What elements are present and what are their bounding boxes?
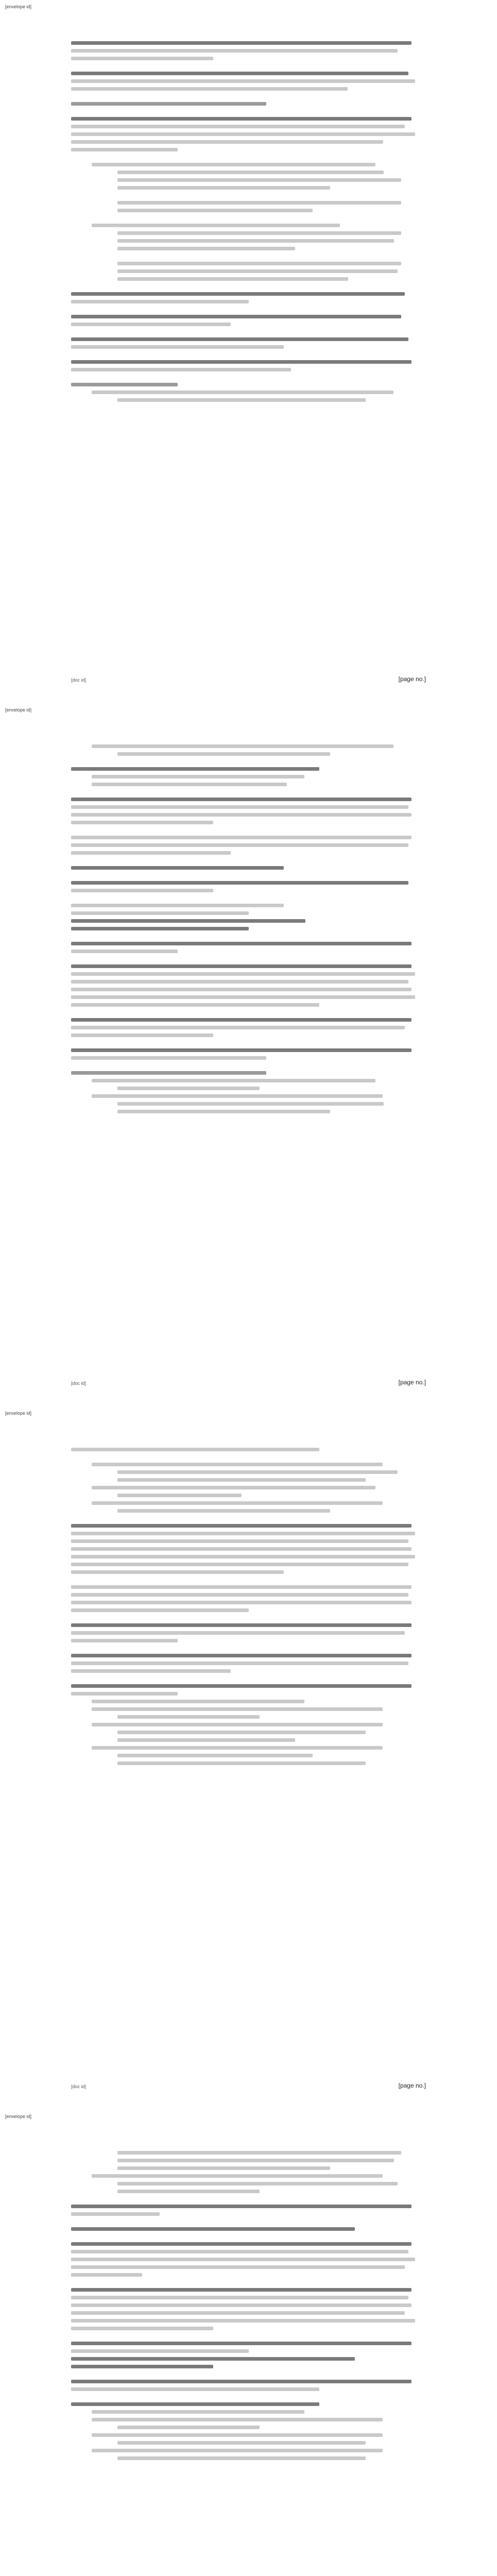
text-line-placeholder xyxy=(71,2349,249,2353)
text-line-placeholder xyxy=(117,247,295,250)
text-line-placeholder xyxy=(71,767,319,771)
paragraph-gap xyxy=(71,1647,426,1654)
text-line-placeholder xyxy=(71,1563,408,1566)
paragraph-gap xyxy=(71,1517,426,1524)
text-line-placeholder xyxy=(71,2311,405,2315)
paragraph-gap xyxy=(71,216,426,224)
text-line-placeholder xyxy=(117,1110,330,1113)
text-line-placeholder xyxy=(71,300,249,303)
document-id: [doc id] xyxy=(71,677,87,683)
paragraph-gap xyxy=(71,2372,426,2380)
text-line-placeholder xyxy=(71,1601,412,1604)
paragraph-gap xyxy=(71,2235,426,2242)
envelope-id: [envelope id] xyxy=(5,707,32,713)
paragraph-gap xyxy=(71,1455,426,1463)
text-line-placeholder xyxy=(92,1700,304,1703)
text-line-placeholder xyxy=(71,41,412,45)
text-line-placeholder xyxy=(71,1692,178,1696)
text-line-placeholder xyxy=(117,2190,260,2193)
envelope-id: [envelope id] xyxy=(5,1411,32,1416)
text-line-placeholder xyxy=(71,988,412,991)
text-line-placeholder xyxy=(117,186,330,190)
text-line-placeholder xyxy=(71,805,408,809)
text-line-placeholder xyxy=(71,995,415,999)
text-line-placeholder xyxy=(71,72,408,75)
text-line-placeholder xyxy=(71,2327,213,2330)
text-line-placeholder xyxy=(71,1555,415,1558)
text-line-placeholder xyxy=(71,1071,266,1075)
text-line-placeholder xyxy=(92,391,393,394)
text-line-placeholder xyxy=(71,2212,160,2216)
text-line-placeholder xyxy=(117,239,394,243)
text-line-placeholder xyxy=(71,1547,412,1551)
text-line-placeholder xyxy=(71,1539,408,1543)
text-line-placeholder xyxy=(71,148,178,151)
text-line-placeholder xyxy=(117,1087,260,1090)
text-line-placeholder xyxy=(71,881,408,885)
paragraph-gap xyxy=(71,156,426,163)
text-line-placeholder xyxy=(71,1048,412,1052)
text-line-placeholder xyxy=(117,1738,295,1742)
text-line-placeholder xyxy=(71,49,398,53)
text-line-placeholder xyxy=(117,1715,260,1719)
text-line-placeholder xyxy=(71,140,383,144)
text-line-placeholder xyxy=(71,2365,213,2368)
text-line-placeholder xyxy=(71,2288,412,2292)
text-line-placeholder xyxy=(117,1470,398,1474)
text-line-placeholder xyxy=(117,1761,366,1765)
text-line-placeholder xyxy=(117,1509,330,1513)
paragraph-gap xyxy=(71,760,426,767)
text-line-placeholder xyxy=(71,117,412,121)
text-line-placeholder xyxy=(71,360,412,364)
text-line-placeholder xyxy=(71,1631,405,1635)
text-line-placeholder xyxy=(117,1102,384,1106)
text-line-placeholder xyxy=(71,79,415,83)
paragraph-gap xyxy=(71,1677,426,1684)
paragraph-gap xyxy=(71,376,426,383)
text-line-placeholder xyxy=(71,889,213,892)
text-line-placeholder xyxy=(92,1707,383,1711)
text-line-placeholder xyxy=(71,57,213,60)
text-line-placeholder xyxy=(71,337,408,341)
text-line-placeholder xyxy=(71,1570,284,1574)
paragraph-gap xyxy=(71,828,426,836)
text-line-placeholder xyxy=(92,2433,383,2437)
text-line-placeholder xyxy=(117,2182,398,2185)
text-line-placeholder xyxy=(92,1463,383,1466)
text-line-placeholder xyxy=(117,2456,366,2460)
text-line-placeholder xyxy=(117,1478,366,1482)
text-line-placeholder xyxy=(71,1018,412,1022)
text-line-placeholder xyxy=(71,315,401,318)
text-line-placeholder xyxy=(71,2250,408,2253)
text-line-placeholder xyxy=(92,775,304,778)
envelope-id: [envelope id] xyxy=(5,4,32,9)
text-line-placeholder xyxy=(71,2296,408,2299)
text-line-placeholder xyxy=(71,843,408,847)
paragraph-gap xyxy=(71,874,426,881)
text-line-placeholder xyxy=(117,171,384,174)
text-line-placeholder xyxy=(71,383,178,386)
text-line-placeholder xyxy=(92,224,340,227)
text-line-placeholder xyxy=(92,783,287,786)
paragraph-gap xyxy=(71,330,426,337)
paragraph-gap xyxy=(71,859,426,866)
page-body xyxy=(71,1448,426,1769)
text-line-placeholder xyxy=(71,972,415,976)
text-line-placeholder xyxy=(71,1623,412,1627)
text-line-placeholder xyxy=(117,2426,260,2429)
text-line-placeholder xyxy=(117,2441,366,2445)
text-line-placeholder xyxy=(71,2265,405,2269)
text-line-placeholder xyxy=(71,2357,355,2361)
envelope-id: [envelope id] xyxy=(5,2114,32,2119)
text-line-placeholder xyxy=(71,2227,355,2231)
document-id: [doc id] xyxy=(71,2084,87,2089)
paragraph-gap xyxy=(71,2281,426,2288)
text-line-placeholder xyxy=(117,1494,242,1497)
text-line-placeholder xyxy=(117,262,401,265)
text-line-placeholder xyxy=(71,1448,319,1451)
page-number: [page no.] xyxy=(398,1379,426,1386)
text-line-placeholder xyxy=(71,292,405,296)
page-number: [page no.] xyxy=(398,675,426,683)
paragraph-gap xyxy=(71,110,426,117)
text-line-placeholder xyxy=(117,1731,366,1734)
text-line-placeholder xyxy=(71,1524,412,1528)
paragraph-gap xyxy=(71,1011,426,1018)
paragraph-gap xyxy=(71,64,426,72)
text-line-placeholder xyxy=(71,911,249,915)
text-line-placeholder xyxy=(117,178,401,182)
text-line-placeholder xyxy=(71,132,415,136)
text-line-placeholder xyxy=(71,821,213,824)
text-line-placeholder xyxy=(71,87,348,91)
text-line-placeholder xyxy=(71,2242,412,2246)
text-line-placeholder xyxy=(71,1669,231,1673)
text-line-placeholder xyxy=(71,1532,415,1535)
text-line-placeholder xyxy=(71,2205,412,2208)
text-line-placeholder xyxy=(71,2303,412,2307)
document-page-2 xyxy=(0,703,497,1406)
text-line-placeholder xyxy=(71,919,305,923)
text-line-placeholder xyxy=(71,1593,408,1597)
paragraph-gap xyxy=(71,95,426,102)
text-line-placeholder xyxy=(71,1585,412,1589)
text-line-placeholder xyxy=(71,125,405,128)
text-line-placeholder xyxy=(92,1723,383,1726)
text-line-placeholder xyxy=(117,752,330,756)
text-line-placeholder xyxy=(71,2319,415,2323)
paragraph-gap xyxy=(71,308,426,315)
text-line-placeholder xyxy=(71,2387,319,2391)
document-page-4 xyxy=(0,2110,497,2576)
document-page-3 xyxy=(0,1406,497,2110)
text-line-placeholder xyxy=(71,2402,319,2406)
text-line-placeholder xyxy=(92,2174,383,2178)
text-line-placeholder xyxy=(71,2273,142,2277)
text-line-placeholder xyxy=(117,398,366,402)
text-line-placeholder xyxy=(71,1639,178,1642)
paragraph-gap xyxy=(71,957,426,964)
text-line-placeholder xyxy=(117,231,401,235)
paragraph-gap xyxy=(71,255,426,262)
page-body xyxy=(71,744,426,1117)
text-line-placeholder xyxy=(71,323,231,326)
paragraph-gap xyxy=(71,2334,426,2342)
document-id: [doc id] xyxy=(71,1381,87,1386)
text-line-placeholder xyxy=(71,866,284,870)
text-line-placeholder xyxy=(71,2258,415,2261)
text-line-placeholder xyxy=(92,1486,375,1489)
text-line-placeholder xyxy=(92,2418,383,2421)
text-line-placeholder xyxy=(71,1056,266,1060)
text-line-placeholder xyxy=(71,102,266,106)
text-line-placeholder xyxy=(71,1033,213,1037)
text-line-placeholder xyxy=(117,2151,401,2155)
text-line-placeholder xyxy=(71,1003,319,1007)
text-line-placeholder xyxy=(92,2449,383,2452)
text-line-placeholder xyxy=(71,927,249,930)
paragraph-gap xyxy=(71,1616,426,1623)
paragraph-gap xyxy=(71,194,426,201)
paragraph-gap xyxy=(71,1064,426,1071)
text-line-placeholder xyxy=(71,1026,405,1029)
text-line-placeholder xyxy=(71,813,412,817)
text-line-placeholder xyxy=(92,1746,383,1750)
paragraph-gap xyxy=(71,1041,426,1048)
text-line-placeholder xyxy=(92,2410,304,2414)
paragraph-gap xyxy=(71,285,426,292)
text-line-placeholder xyxy=(71,942,412,945)
paragraph-gap xyxy=(71,2395,426,2402)
text-line-placeholder xyxy=(117,277,348,281)
text-line-placeholder xyxy=(71,798,412,801)
text-line-placeholder xyxy=(71,2342,412,2345)
page-body xyxy=(71,41,426,406)
paragraph-gap xyxy=(71,790,426,798)
paragraph-gap xyxy=(71,1578,426,1585)
text-line-placeholder xyxy=(71,2380,412,2383)
text-line-placeholder xyxy=(71,836,412,839)
text-line-placeholder xyxy=(71,1654,412,1657)
text-line-placeholder xyxy=(117,209,313,212)
text-line-placeholder xyxy=(92,1094,383,1098)
text-line-placeholder xyxy=(117,2159,394,2162)
text-line-placeholder xyxy=(71,904,284,907)
text-line-placeholder xyxy=(117,2166,330,2170)
text-line-placeholder xyxy=(71,964,412,968)
text-line-placeholder xyxy=(71,345,284,349)
text-line-placeholder xyxy=(71,1608,249,1612)
text-line-placeholder xyxy=(117,201,401,205)
text-line-placeholder xyxy=(92,163,375,166)
paragraph-gap xyxy=(71,353,426,360)
text-line-placeholder xyxy=(71,950,178,953)
text-line-placeholder xyxy=(71,851,231,855)
text-line-placeholder xyxy=(71,1684,412,1688)
text-line-placeholder xyxy=(92,744,393,748)
document-page-1 xyxy=(0,0,497,703)
text-line-placeholder xyxy=(71,368,291,371)
paragraph-gap xyxy=(71,2220,426,2227)
page-number: [page no.] xyxy=(398,2082,426,2089)
text-line-placeholder xyxy=(71,1662,408,1665)
paragraph-gap xyxy=(71,935,426,942)
page-body xyxy=(71,2151,426,2464)
paragraph-gap xyxy=(71,2197,426,2205)
text-line-placeholder xyxy=(117,269,398,273)
text-line-placeholder xyxy=(92,1501,383,1505)
text-line-placeholder xyxy=(71,980,408,984)
text-line-placeholder xyxy=(92,1079,375,1082)
paragraph-gap xyxy=(71,896,426,904)
text-line-placeholder xyxy=(117,1754,313,1757)
